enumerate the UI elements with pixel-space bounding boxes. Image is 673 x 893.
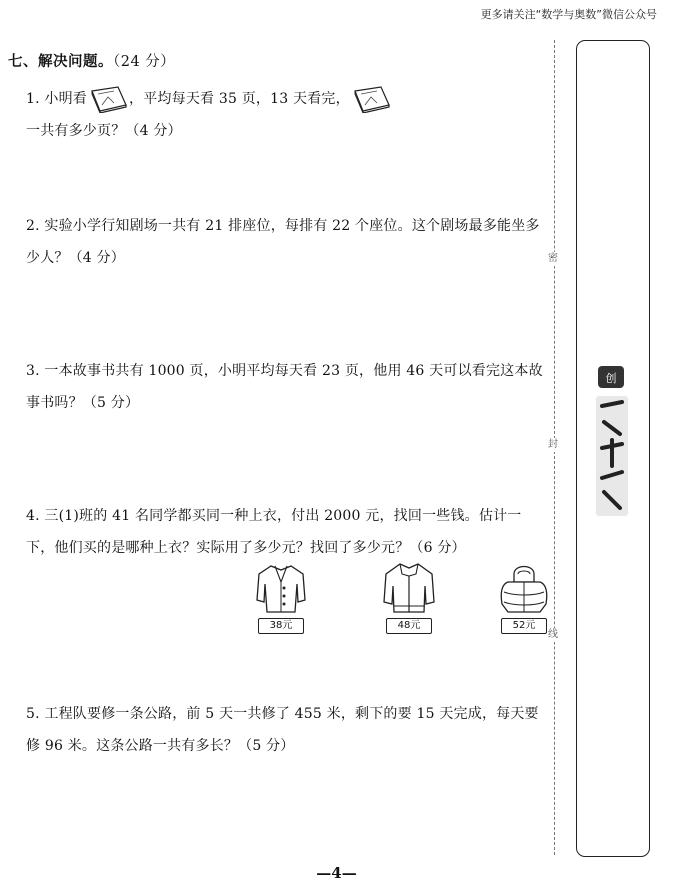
question-1 [26,83,546,147]
section-title [8,50,175,71]
price-tag: 52元 [501,618,547,634]
question-1-part1: 1. 小明看 [26,91,88,107]
goods-item-3 [496,560,552,634]
goods-item-1 [253,560,309,634]
question-1-part3: 一共有多少页？（4 分） [26,123,182,139]
price-tag: 48元 [386,618,432,634]
zip-jacket-icon [380,560,438,616]
seal-label-top: 密 [548,253,558,264]
brand-logo [592,362,632,522]
section-points: （24 分） [113,54,176,70]
jacket-icon [253,560,309,616]
puffer-jacket-icon [496,560,552,616]
svg-text:创: 创 [605,372,617,385]
section-title-text: 七、解决问题。 [8,53,113,70]
question-1-part2: ，平均每天看 35 页，13 天看完， [129,91,350,107]
price-tag: 38元 [258,618,304,634]
question-5: 5. 工程队要修一条公路，前 5 天一共修了 455 米，剩下的要 15 天完成，每天要修 96 米。这条公路一共有多长？（5 分） [26,706,539,754]
book-icon [351,85,391,113]
header-note: 更多请关注“数学与奥数”微信公众号 [480,8,657,21]
page-number: —4— [316,864,357,882]
book-icon [88,85,128,113]
question-4: 4. 三(1)班的 41 名同学都买同一种上衣，付出 2000 元，找回一些钱。估计一下，他们买的是哪种上衣？实际用了多少元？找回了多少元？（6 分） [26,508,522,556]
question-3: 3. 一本故事书共有 1000 页，小明平均每天看 23 页，他用 46 天可以看完这本故事书吗？（5 分） [26,363,543,411]
seal-label-mid: 封 [548,439,558,450]
question-2: 2. 实验小学行知剧场一共有 21 排座位，每排有 22 个座位。这个剧场最多能坐多少人？（4 分） [26,218,540,266]
goods-item-2 [380,560,438,634]
seal-label-bottom: 线 [548,629,558,640]
